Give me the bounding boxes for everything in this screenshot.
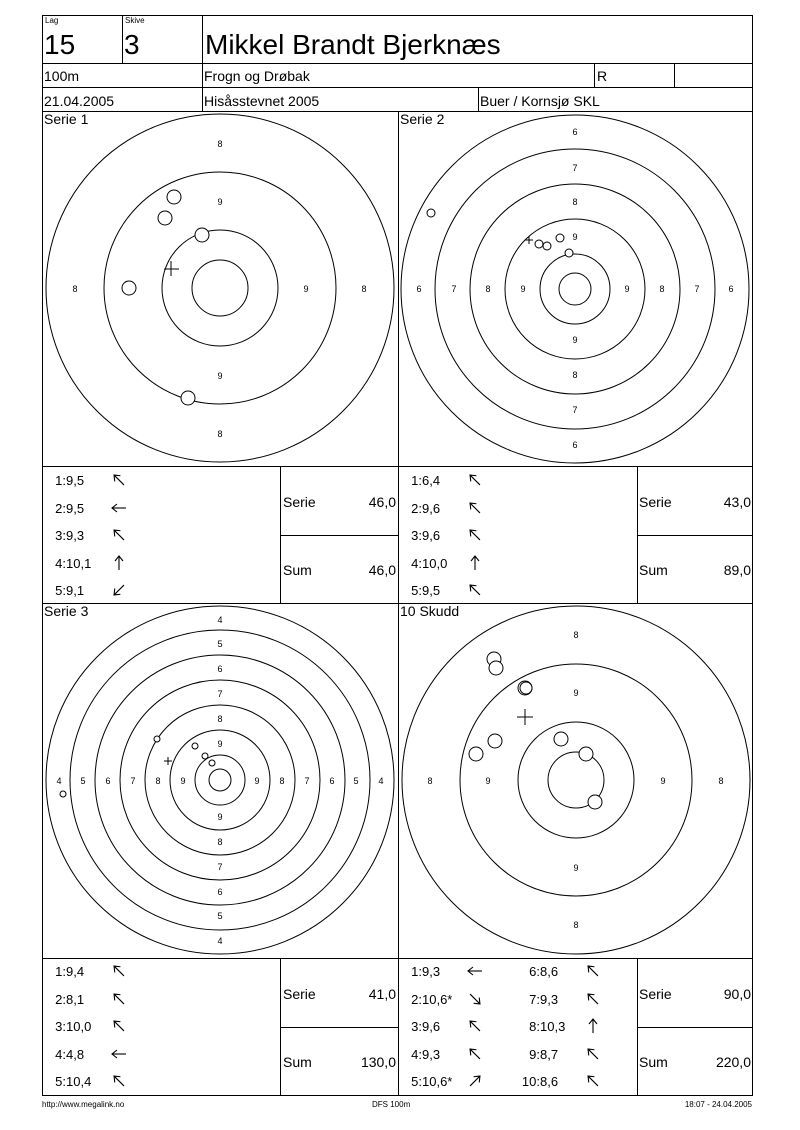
shot-number: 3: bbox=[411, 528, 422, 543]
direction-arrow-icon bbox=[466, 581, 480, 595]
group-center-mark bbox=[164, 757, 172, 765]
ring-label: 8 bbox=[279, 776, 285, 786]
shot-value: 9,4 bbox=[66, 964, 85, 979]
shot-number: 5: bbox=[55, 1074, 66, 1089]
shot-hole bbox=[202, 753, 208, 759]
ring-label: 6 bbox=[572, 440, 578, 450]
shooter-name: Mikkel Brandt Bjerknæs bbox=[205, 29, 501, 60]
ring-label: 9 bbox=[624, 284, 630, 294]
shot-value: 10,6* bbox=[422, 1074, 453, 1089]
shot-hole bbox=[167, 190, 181, 204]
ring-5 bbox=[70, 630, 370, 930]
ring-label: 8 bbox=[485, 284, 491, 294]
serie-2-score-label: Serie bbox=[639, 494, 672, 510]
shot-hole bbox=[195, 228, 209, 242]
ring-label: 9 bbox=[217, 371, 223, 381]
direction-arrow-icon bbox=[466, 526, 480, 540]
ring-label: 5 bbox=[353, 776, 359, 786]
direction-arrow-icon bbox=[110, 1017, 124, 1031]
ring-10 bbox=[195, 755, 245, 805]
ring-8 bbox=[400, 603, 750, 954]
ring-label: 6 bbox=[329, 776, 335, 786]
serie-2-sum: 89,0 bbox=[723, 562, 751, 578]
ring-10 bbox=[162, 230, 278, 346]
serie-2-score: 43,0 bbox=[723, 494, 751, 510]
shot-value: 9,3 bbox=[422, 964, 441, 979]
target-serie-3 bbox=[43, 604, 398, 958]
shot-value: 9,6 bbox=[422, 1019, 441, 1034]
ring-label: 6 bbox=[105, 776, 111, 786]
serie-3-score-label: Serie bbox=[283, 986, 316, 1002]
serie-1-sum: 46,0 bbox=[368, 562, 396, 578]
ring-label: 9 bbox=[573, 688, 579, 698]
direction-arrow-icon bbox=[466, 990, 480, 1004]
direction-arrow-icon bbox=[110, 499, 124, 513]
ring-label: 8 bbox=[217, 429, 223, 439]
group-center-mark bbox=[517, 709, 533, 725]
serie-1-score: 46,0 bbox=[368, 494, 396, 510]
direction-arrow-icon bbox=[110, 1072, 124, 1086]
ring-label: 6 bbox=[728, 284, 734, 294]
shot-number: 4: bbox=[411, 1046, 422, 1062]
range-name: Buer / Kornsjø SKL bbox=[480, 93, 600, 109]
ring-label: 5 bbox=[217, 639, 223, 649]
ring-label: 9 bbox=[180, 776, 186, 786]
ring-label: 7 bbox=[217, 689, 223, 699]
ring-label: 4 bbox=[56, 776, 62, 786]
shot-number: 1: bbox=[411, 964, 422, 979]
ring-label: 6 bbox=[217, 887, 223, 897]
skive-value: 3 bbox=[124, 29, 140, 60]
ring-label: 8 bbox=[427, 776, 433, 786]
ring-label: 8 bbox=[572, 370, 578, 380]
ring-inner bbox=[559, 273, 591, 305]
class: R bbox=[597, 68, 608, 84]
shot-number: 5: bbox=[411, 1074, 422, 1089]
shot-value: 8,1 bbox=[66, 991, 85, 1007]
direction-arrow-icon bbox=[584, 990, 598, 1004]
direction-arrow-icon bbox=[466, 1072, 480, 1086]
ring-label: 8 bbox=[659, 284, 665, 294]
direction-arrow-icon bbox=[466, 554, 480, 568]
direction-arrow-icon bbox=[466, 962, 480, 976]
distance: 100m bbox=[44, 68, 80, 84]
ring-label: 8 bbox=[572, 197, 578, 207]
ten-shots-score: 90,0 bbox=[723, 986, 751, 1002]
ring-8 bbox=[145, 705, 295, 855]
direction-arrow-icon bbox=[584, 1072, 598, 1086]
serie-1-label: Serie 1 bbox=[44, 111, 89, 127]
ring-label: 9 bbox=[520, 284, 526, 294]
direction-arrow-icon bbox=[110, 526, 124, 540]
serie-1-score-label: Serie bbox=[283, 494, 316, 510]
direction-arrow-icon bbox=[110, 1045, 124, 1059]
shot-hole bbox=[579, 747, 593, 761]
ring-9 bbox=[460, 664, 692, 896]
footer-timestamp: 18:07 - 24.04.2005 bbox=[684, 1100, 752, 1109]
shot-value: 9,3 bbox=[422, 1046, 441, 1062]
shot-hole bbox=[122, 281, 136, 295]
shot-hole bbox=[535, 240, 543, 248]
shot-value: 9,6 bbox=[422, 500, 441, 516]
shot-value: 9,1 bbox=[66, 583, 85, 598]
ring-label: 9 bbox=[303, 284, 309, 294]
shot-hole bbox=[554, 732, 568, 746]
shot-value: 4,8 bbox=[66, 1046, 85, 1062]
shot-value: 9,6 bbox=[422, 528, 441, 543]
ring-7 bbox=[120, 680, 320, 880]
ten-shots-score-label: Serie bbox=[639, 986, 672, 1002]
ring-label: 8 bbox=[217, 837, 223, 847]
shot-number: 1: bbox=[55, 964, 66, 979]
shot-value: 9,5 bbox=[422, 583, 441, 598]
ring-7 bbox=[435, 149, 715, 429]
ring-label: 5 bbox=[80, 776, 86, 786]
shot-number: 2: bbox=[411, 500, 422, 516]
shot-hole bbox=[565, 249, 573, 257]
shot-number: 3: bbox=[55, 528, 66, 543]
ring-8 bbox=[470, 184, 680, 394]
shot-value: 9,5 bbox=[66, 473, 85, 488]
direction-arrow-icon bbox=[110, 962, 124, 976]
ring-label: 7 bbox=[694, 284, 700, 294]
shot-number: 2: bbox=[55, 500, 66, 516]
footer-program: DFS 100m bbox=[372, 1100, 411, 1109]
ring-label: 9 bbox=[217, 812, 223, 822]
serie-2-label: Serie 2 bbox=[400, 111, 445, 127]
shot-value: 10,4 bbox=[66, 1074, 92, 1089]
ring-label: 6 bbox=[416, 284, 422, 294]
lag-label: Lag bbox=[45, 16, 59, 25]
shot-number: 4: bbox=[55, 1046, 66, 1062]
shot-hole bbox=[60, 791, 66, 797]
skive-label: Skive bbox=[125, 16, 145, 25]
direction-arrow-icon bbox=[584, 962, 598, 976]
shot-number: 5: bbox=[411, 583, 422, 598]
shot-value: 6,4 bbox=[422, 473, 441, 488]
ring-label: 9 bbox=[485, 776, 491, 786]
shot-hole bbox=[427, 209, 435, 217]
shot-number: 2: bbox=[55, 991, 66, 1007]
shot-hole bbox=[543, 242, 551, 250]
ring-label: 8 bbox=[718, 776, 724, 786]
shot-number: 6: bbox=[529, 964, 540, 979]
ring-label: 8 bbox=[155, 776, 161, 786]
shot-hole bbox=[158, 211, 172, 225]
shot-value: 9,5 bbox=[66, 500, 85, 516]
ring-label: 8 bbox=[573, 920, 579, 930]
shot-value: 10,6* bbox=[422, 991, 453, 1007]
shot-hole bbox=[154, 736, 160, 742]
shot-number: 7: bbox=[529, 991, 540, 1007]
ring-label: 9 bbox=[254, 776, 260, 786]
shot-hole bbox=[556, 234, 564, 242]
ten-shots-label: 10 Skudd bbox=[400, 603, 460, 619]
shot-hole bbox=[489, 661, 503, 675]
shot-number: 4: bbox=[55, 555, 66, 571]
shot-number: 1: bbox=[55, 473, 66, 488]
direction-arrow-icon bbox=[466, 1045, 480, 1059]
ring-label: 4 bbox=[378, 776, 384, 786]
ring-label: 8 bbox=[72, 284, 78, 294]
ring-label: 8 bbox=[361, 284, 367, 294]
shot-number: 10: bbox=[521, 1074, 540, 1089]
ring-label: 9 bbox=[660, 776, 666, 786]
shot-value: 10,0 bbox=[66, 1019, 92, 1034]
shot-hole bbox=[192, 743, 198, 749]
direction-arrow-icon bbox=[584, 1045, 598, 1059]
date: 21.04.2005 bbox=[44, 93, 115, 109]
ring-10 bbox=[540, 254, 610, 324]
direction-arrow-icon bbox=[466, 499, 480, 513]
group-center-mark bbox=[164, 261, 179, 276]
ring-inner bbox=[192, 260, 248, 316]
ring-label: 7 bbox=[217, 862, 223, 872]
shot-value: 10,3 bbox=[540, 1019, 566, 1034]
shot-value: 10,1 bbox=[66, 555, 92, 571]
shot-hole bbox=[488, 734, 502, 748]
ring-label: 8 bbox=[217, 714, 223, 724]
serie-3-sum-label: Sum bbox=[283, 1054, 312, 1070]
ring-label: 7 bbox=[451, 284, 457, 294]
ring-label: 9 bbox=[573, 863, 579, 873]
direction-arrow-icon bbox=[110, 471, 124, 485]
shot-hole bbox=[209, 760, 215, 766]
direction-arrow-icon bbox=[110, 990, 124, 1004]
ring-label: 8 bbox=[573, 630, 579, 640]
target-serie-1 bbox=[43, 112, 398, 466]
serie-3-score: 41,0 bbox=[368, 986, 396, 1002]
ring-label: 6 bbox=[217, 664, 223, 674]
shot-value: 10,0 bbox=[422, 555, 448, 571]
ring-8 bbox=[44, 111, 394, 462]
direction-arrow-icon bbox=[584, 1017, 598, 1031]
shot-value: 9,3 bbox=[540, 991, 559, 1007]
shot-hole bbox=[181, 391, 195, 405]
ten-shots-sum: 220,0 bbox=[715, 1054, 751, 1070]
ring-label: 6 bbox=[572, 127, 578, 137]
target-serie-2 bbox=[399, 112, 752, 466]
ring-label: 4 bbox=[217, 615, 223, 625]
ring-label: 5 bbox=[217, 911, 223, 921]
group-center-mark bbox=[525, 236, 533, 244]
target-ten-shots bbox=[399, 604, 752, 958]
shot-number: 8: bbox=[529, 1019, 540, 1034]
shot-number: 2: bbox=[411, 991, 422, 1007]
shot-value: 9,3 bbox=[66, 528, 85, 543]
direction-arrow-icon bbox=[110, 554, 124, 568]
ring-label: 9 bbox=[217, 739, 223, 749]
ring-label: 7 bbox=[572, 163, 578, 173]
ring-label: 9 bbox=[217, 197, 223, 207]
shot-hole bbox=[469, 747, 483, 761]
ring-label: 9 bbox=[572, 335, 578, 345]
club: Frogn og Drøbak bbox=[204, 68, 310, 84]
shot-hole bbox=[588, 795, 602, 809]
ring-label: 7 bbox=[572, 405, 578, 415]
lag-value: 15 bbox=[44, 29, 76, 60]
shot-value: 8,7 bbox=[540, 1046, 559, 1062]
event-name: Hisåsstevnet 2005 bbox=[204, 93, 320, 109]
shot-number: 3: bbox=[55, 1019, 66, 1034]
direction-arrow-icon bbox=[110, 581, 124, 595]
footer-url: http://www.megalink.no bbox=[42, 1100, 125, 1109]
ring-label: 9 bbox=[572, 232, 578, 242]
serie-3-label: Serie 3 bbox=[44, 603, 89, 619]
ring-label: 7 bbox=[130, 776, 136, 786]
shot-number: 3: bbox=[411, 1019, 422, 1034]
ten-shots-sum-label: Sum bbox=[639, 1054, 668, 1070]
ring-4 bbox=[44, 603, 394, 954]
shot-value: 8,6 bbox=[540, 1074, 559, 1089]
shot-number: 4: bbox=[411, 555, 422, 571]
shot-value: 8,6 bbox=[540, 964, 559, 979]
ring-label: 8 bbox=[217, 139, 223, 149]
ring-label: 7 bbox=[304, 776, 310, 786]
shot-hole bbox=[520, 682, 532, 694]
shot-number: 9: bbox=[529, 1046, 540, 1062]
serie-1-sum-label: Sum bbox=[283, 562, 312, 578]
direction-arrow-icon bbox=[466, 471, 480, 485]
serie-2-sum-label: Sum bbox=[639, 562, 668, 578]
shot-number: 1: bbox=[411, 473, 422, 488]
ring-10 bbox=[518, 722, 634, 838]
serie-3-sum: 130,0 bbox=[360, 1054, 396, 1070]
shot-number: 5: bbox=[55, 583, 66, 598]
ring-label: 4 bbox=[217, 936, 223, 946]
direction-arrow-icon bbox=[466, 1017, 480, 1031]
ring-inner bbox=[209, 769, 231, 791]
